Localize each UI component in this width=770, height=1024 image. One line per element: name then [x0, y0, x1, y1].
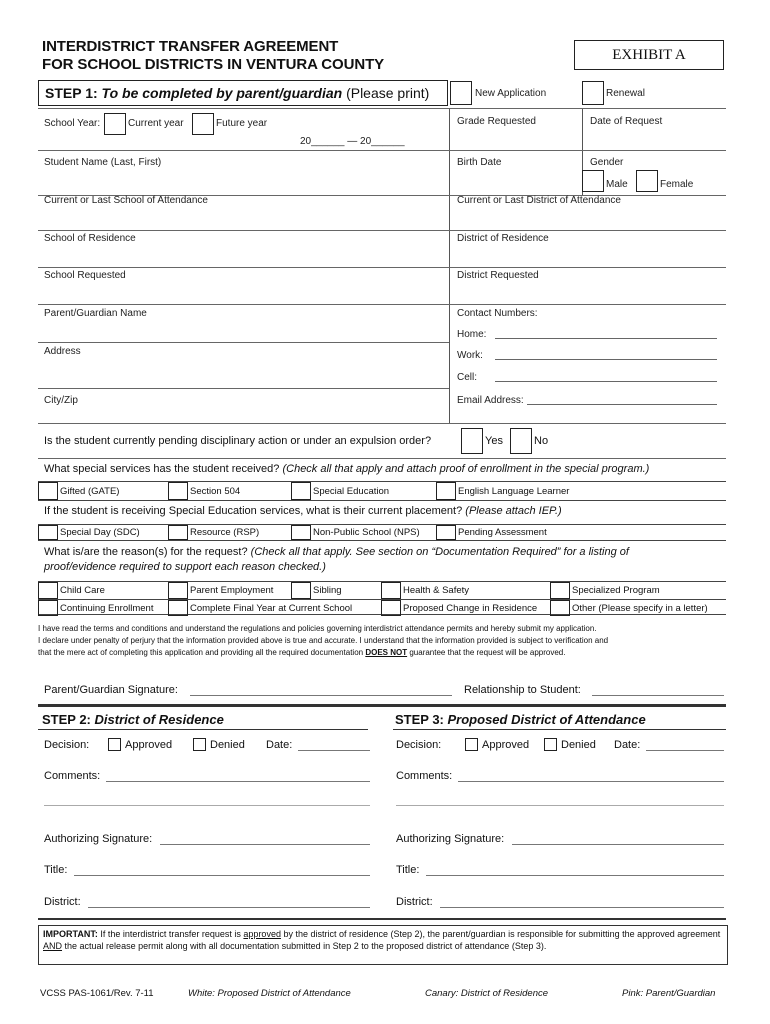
step3-date-field[interactable] — [646, 750, 724, 751]
email-label: Email Address: — [457, 395, 524, 406]
current-year-label: Current year — [128, 118, 184, 129]
important-t4: the actual release permit along with all documentation submitted in Step 2 to the proposed district of attendance — [64, 940, 510, 951]
new-application-checkbox[interactable] — [450, 81, 472, 105]
special-ed-checkbox[interactable] — [291, 482, 311, 500]
copy-white: White: Proposed District of Attendance — [188, 988, 351, 999]
disciplinary-no-label: No — [534, 435, 549, 447]
reasons-text: What is/are the reason(s) for the request? — [44, 546, 248, 558]
placement-question — [44, 505, 562, 517]
parent-employment-checkbox[interactable] — [168, 582, 188, 599]
current-year-checkbox[interactable] — [104, 113, 126, 135]
option-rsp[interactable] — [168, 525, 259, 540]
work-phone-field[interactable] — [495, 359, 717, 360]
step3-approved-checkbox[interactable] — [465, 738, 478, 751]
rsp-label: Resource (RSP) — [190, 527, 260, 538]
disciplinary-yes-label: Yes — [485, 435, 503, 447]
cell-phone-field[interactable] — [495, 381, 717, 382]
legal-line3a: that the mere act of completing this application and providing all the required documentation — [38, 648, 364, 657]
continuing-enrollment-checkbox[interactable] — [38, 600, 58, 616]
reason-sibling[interactable] — [291, 582, 342, 599]
form-title-line2: FOR SCHOOL DISTRICTS IN VENTURA COUNTY — [42, 56, 385, 73]
final-year-label: Complete Final Year at Current School — [190, 602, 353, 614]
step3-auth-sig-field[interactable] — [512, 844, 724, 845]
option-gifted[interactable] — [38, 482, 119, 500]
gifted-label: Gifted (GATE) — [60, 485, 120, 497]
address-label: Address — [44, 346, 81, 357]
step2-comments-field[interactable] — [106, 781, 370, 782]
specialized-program-label: Specialized Program — [572, 585, 660, 596]
current-district-label: Current or Last District of Attendance — [457, 195, 621, 206]
disciplinary-no-checkbox[interactable] — [510, 428, 532, 454]
special-services-row — [38, 481, 726, 501]
reason-health-safety[interactable] — [381, 582, 469, 599]
step3-header — [395, 712, 646, 727]
female-label: Female — [660, 179, 694, 190]
male-label: Male — [606, 179, 628, 190]
section-rule-bottom — [38, 918, 726, 920]
reason-final-year[interactable] — [168, 600, 352, 616]
option-pending[interactable] — [436, 525, 547, 540]
step2-decision-label: Decision: — [44, 739, 90, 751]
new-application-label: New Application — [475, 88, 547, 99]
renewal-checkbox[interactable] — [582, 81, 604, 105]
reason-other[interactable] — [550, 600, 708, 616]
option-nps[interactable] — [291, 525, 420, 540]
important-and: AND — [43, 940, 63, 951]
special-services-text: What special services has the student received? — [44, 463, 280, 475]
important-t1: If the interdistrict transfer request is — [100, 929, 241, 939]
future-year-checkbox[interactable] — [192, 113, 214, 135]
parent-signature-field[interactable] — [190, 695, 452, 696]
legal-declaration — [38, 623, 728, 659]
parent-employment-label: Parent Employment — [190, 585, 274, 596]
female-checkbox[interactable] — [636, 170, 658, 192]
final-year-checkbox[interactable] — [168, 600, 188, 616]
email-field[interactable] — [527, 404, 717, 405]
nps-checkbox[interactable] — [291, 525, 311, 540]
special-ed-label: Special Education — [313, 485, 390, 497]
step3-denied-label: Denied — [561, 739, 596, 751]
option-special-ed[interactable] — [291, 482, 389, 500]
other-label: Other (Please specify in a letter) — [572, 602, 708, 614]
step3-label: STEP 3: — [395, 712, 444, 727]
step2-approved-checkbox[interactable] — [108, 738, 121, 751]
placement-instruction: (Please attach IEP.) — [465, 505, 562, 517]
city-zip-label: City/Zip — [44, 395, 78, 406]
ell-checkbox[interactable] — [436, 482, 456, 500]
contact-numbers-label: Contact Numbers: — [457, 308, 538, 319]
student-name-label: Student Name (Last, First) — [44, 157, 162, 168]
reasons-grid — [38, 581, 726, 615]
cell-label: Cell: — [457, 372, 478, 383]
school-residence-label: School of Residence — [44, 233, 136, 244]
step3-comments-line2[interactable] — [396, 805, 724, 806]
form-title — [42, 38, 384, 74]
step2-comments-line2[interactable] — [44, 805, 370, 806]
step3-comments-field[interactable] — [458, 781, 724, 782]
row-line — [38, 342, 449, 343]
home-label: Home: — [457, 329, 487, 340]
sdc-checkbox[interactable] — [38, 525, 58, 540]
relationship-label: Relationship to Student: — [464, 684, 581, 696]
form-number: VCSS PAS-1061/Rev. 7-11 — [40, 988, 154, 999]
form-title-line1: INTERDISTRICT TRANSFER AGREEMENT — [42, 38, 339, 55]
birth-date-label: Birth Date — [457, 157, 502, 168]
step2-label: STEP 2: — [42, 712, 91, 727]
grid-divider-center — [449, 108, 450, 423]
child-care-checkbox[interactable] — [38, 582, 58, 599]
copy-canary: Canary: District of Residence — [425, 988, 549, 999]
reason-parent-employment[interactable] — [168, 582, 273, 599]
health-safety-checkbox[interactable] — [381, 582, 401, 599]
step2-title-field[interactable] — [74, 875, 370, 876]
step3-district-field[interactable] — [440, 907, 724, 908]
reasons-instruction1: (Check all that apply. See section on “Documentation Required” for a listing of — [250, 546, 629, 558]
sdc-label: Special Day (SDC) — [60, 527, 140, 538]
step3-title-field[interactable] — [426, 875, 724, 876]
future-year-label: Future year — [216, 118, 268, 129]
step2-approved-label: Approved — [125, 739, 173, 751]
step2-comments-label: Comments: — [44, 770, 101, 782]
row-line — [38, 230, 726, 231]
step3-date-label: Date: — [614, 739, 641, 751]
child-care-label: Child Care — [60, 585, 105, 596]
step2-denied-checkbox[interactable] — [193, 738, 206, 751]
renewal-label: Renewal — [606, 88, 645, 99]
legal-line2: I declare under penalty of perjury that the information provided above is true and accurate. I understand that the information provided is subject to verification and — [38, 636, 609, 645]
does-not-emphasis: DOES NOT — [365, 648, 408, 657]
sibling-label: Sibling — [313, 585, 342, 596]
work-label: Work: — [457, 350, 483, 361]
parent-name-label: Parent/Guardian Name — [44, 308, 147, 319]
section504-label: Section 504 — [190, 485, 241, 497]
step2-rule — [38, 729, 368, 730]
step3-comments-label: Comments: — [396, 770, 453, 782]
legal-line1: I have read the terms and conditions and understand the regulations and policies governing interdistrict attendance permits and hereby submit my application. — [38, 624, 597, 633]
ell-label: English Language Learner — [458, 485, 570, 497]
special-services-instruction: (Check all that apply and attach proof of enrollment in the special program.) — [282, 463, 650, 475]
reason-continuing-enrollment[interactable] — [38, 600, 153, 616]
important-t2: by the district of residence (Step 2), the parent/guardian is responsible for submitting — [283, 929, 620, 939]
reason-change-residence[interactable] — [381, 600, 537, 616]
legal-line3 — [38, 647, 728, 659]
step2-date-label: Date: — [266, 739, 293, 751]
step2-district-label: District: — [44, 896, 81, 908]
option-504[interactable] — [168, 482, 240, 500]
specialized-program-checkbox[interactable] — [550, 582, 570, 599]
health-safety-label: Health & Safety — [403, 585, 470, 596]
row-line — [38, 304, 726, 305]
row-line — [38, 108, 726, 109]
step3-italic: Proposed District of Attendance — [447, 712, 646, 727]
step1-label: STEP 1: — [45, 85, 98, 101]
pending-label: Pending Assessment — [458, 527, 547, 538]
pending-checkbox[interactable] — [436, 525, 456, 540]
date-of-request-label: Date of Request — [590, 116, 663, 127]
important-approved: approved — [243, 929, 281, 939]
district-residence-label: District of Residence — [457, 233, 549, 244]
reasons-question — [44, 545, 629, 575]
row-line — [38, 388, 449, 389]
placement-text: If the student is receiving Special Education services, what is their current placement? — [44, 505, 463, 517]
special-services-question — [44, 463, 649, 475]
important-t5: (Step 3). — [511, 940, 547, 951]
row-line — [38, 458, 726, 459]
nps-label: Non-Public School (NPS) — [313, 527, 420, 538]
parent-signature-label: Parent/Guardian Signature: — [44, 684, 178, 696]
change-residence-label: Proposed Change in Residence — [403, 602, 538, 614]
step2-denied-label: Denied — [210, 739, 245, 751]
step2-title-label: Title: — [44, 864, 68, 876]
step2-date-field[interactable] — [298, 750, 370, 751]
reason-specialized-program[interactable] — [550, 582, 660, 599]
step2-district-field[interactable] — [88, 907, 370, 908]
district-requested-label: District Requested — [457, 270, 539, 281]
option-ell[interactable] — [436, 482, 569, 500]
placement-row — [38, 524, 726, 541]
gender-label: Gender — [590, 157, 624, 168]
continuing-enrollment-label: Continuing Enrollment — [60, 602, 154, 614]
step1-tail: (Please print) — [346, 85, 430, 101]
legal-line3b: guarantee that the request will be approved. — [409, 648, 566, 657]
reasons-row2 — [38, 599, 726, 616]
step3-district-label: District: — [396, 896, 433, 908]
section-rule — [38, 704, 726, 707]
sibling-checkbox[interactable] — [291, 582, 311, 599]
school-requested-label: School Requested — [44, 270, 126, 281]
other-checkbox[interactable] — [550, 600, 570, 616]
reason-child-care[interactable] — [38, 582, 105, 599]
step3-approved-label: Approved — [482, 739, 530, 751]
step3-denied-checkbox[interactable] — [544, 738, 557, 751]
current-school-label: Current or Last School of Attendance — [44, 195, 208, 206]
step2-header — [42, 712, 224, 727]
important-notice — [38, 925, 728, 965]
important-label: IMPORTANT: — [43, 929, 98, 939]
gifted-checkbox[interactable] — [38, 482, 58, 500]
step2-auth-sig-label: Authorizing Signature: — [44, 833, 153, 845]
step3-decision-label: Decision: — [396, 739, 442, 751]
row-line — [38, 423, 726, 424]
step3-title-label: Title: — [396, 864, 420, 876]
reasons-instruction2: proof/evidence required to support each reason checked.) — [44, 561, 326, 573]
step2-auth-sig-field[interactable] — [160, 844, 370, 845]
step3-auth-sig-label: Authorizing Signature: — [396, 833, 505, 845]
copy-pink: Pink: Parent/Guardian — [622, 988, 716, 999]
home-phone-field[interactable] — [495, 338, 717, 339]
step3-rule — [393, 729, 726, 730]
important-t3: the approved agreement — [622, 929, 721, 939]
disciplinary-yes-checkbox[interactable] — [461, 428, 483, 454]
school-year-label: School Year: — [44, 118, 101, 129]
male-checkbox[interactable] — [582, 170, 604, 192]
step1-header — [38, 80, 448, 106]
option-sdc[interactable] — [38, 525, 140, 540]
step1-italic: To be completed by parent/guardian — [101, 85, 343, 101]
section504-checkbox[interactable] — [168, 482, 188, 500]
reasons-row1 — [38, 582, 726, 599]
relationship-field[interactable] — [592, 695, 724, 696]
row-line — [38, 267, 726, 268]
change-residence-checkbox[interactable] — [381, 600, 401, 616]
disciplinary-question: Is the student currently pending disciplinary action or under an expulsion order? — [44, 435, 432, 447]
row-line — [38, 150, 726, 151]
exhibit-label: EXHIBIT A — [574, 40, 724, 70]
year-range-field[interactable]: 20______ — 20______ — [300, 136, 405, 147]
grade-requested-label: Grade Requested — [457, 116, 536, 127]
step2-italic: District of Residence — [94, 712, 224, 727]
rsp-checkbox[interactable] — [168, 525, 188, 540]
